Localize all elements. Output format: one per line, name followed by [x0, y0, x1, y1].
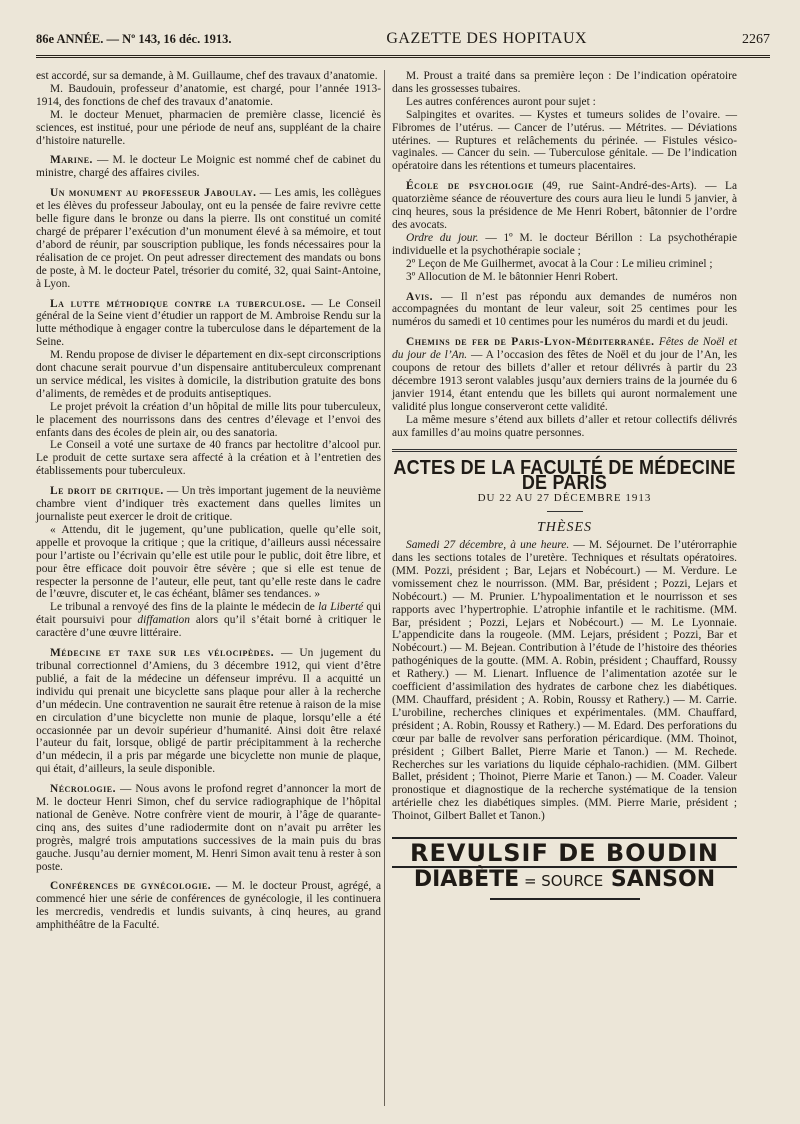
paragraph: La même mesure s’étend aux billets d’aller et retour collectifs délivrés aux familles d’au moins quatre personnes. [392, 413, 737, 439]
ad-text: = [519, 871, 542, 890]
article-text: — Un très important jugement de la neuvième chambre vient d’indiquer très exactement dans quelles limites un journaliste peut exercer le droit de critique. [36, 485, 381, 523]
journal-title: GAZETTE DES HOPITAUX [386, 30, 588, 47]
article-velocipedes [36, 647, 381, 776]
ad-text: SANSON [603, 866, 716, 892]
italic-run: diffamation [137, 614, 190, 627]
article-text: — Les amis, les collègues et les élèves du professeur Jaboulay, ont eu la pensée de faire revivre cette belle figure dans le bronze ou dans la pierre. Ils ont constitué un comité chargé de préparer l’exécution d’un monument élevé à sa mémoire, et tout d’abord de réunir, par souscription publique, les fonds nécessaires pour la réalisation de ce projet. On peut adresser directement des mandats ou bons de poste, à M. le docteur Patel, trésorier du comité, 32, quai Saint-Antoine, à Lyon. [36, 187, 381, 290]
paragraph: 3º Allocution de M. le bâtonnier Henri Robert. [406, 270, 618, 283]
article-heading: La lutte méthodique contre la tuberculose. [50, 297, 306, 310]
article-marine [36, 154, 381, 180]
header-rule [36, 55, 770, 58]
article-heading: Un monument au professeur Jaboulay. [50, 187, 257, 200]
ad-revulsif: REVULSIF DE BOUDIN [410, 839, 719, 868]
article-heading: Médecine et taxe sur les vélocipèdes. [50, 647, 275, 660]
article-text: — M. le docteur Le Moignic est nommé chef de cabinet du ministre, chargé des affaires civiles. [36, 154, 381, 180]
text-run: Le tribunal a renvoyé des fins de la plainte le médecin de [50, 601, 319, 614]
article-heading: Nécrologie. [50, 783, 116, 796]
article-text: — A l’occasion des fêtes de Noël et du jour de l’An, les coupons de retour des billets d’aller et retour délivrés à partir du 23 décembre 1913 seront valables jusqu’aux derniers trains de la journée du 6 janvier 1914, étant entendu que les billets qui auront normalement une validité plus longue conserveront cette validité. [392, 349, 737, 413]
paragraph: Salpingites et ovarites. — Kystes et tumeurs solides de l’ovaire. — Fibromes de l’utérus. — Cancer de l’utérus. — Métrites. — Déviations utérines. — Ruptures et relâchements du périnée. — Fistules vésico-vaginales. — Cancer du sein. — Tuberculose génitale. — De l’indication opératoire dans les rétentions et tumeurs placentaires. [392, 108, 737, 173]
article-heading: Conférences de gynécologie. [50, 880, 212, 893]
paragraph: Les autres conférences auront pour sujet : [406, 95, 596, 108]
section-rule [392, 449, 737, 452]
article-heading: École de psychologie [406, 180, 534, 193]
article-heading: Marine. [50, 154, 93, 167]
paragraph: est accordé, sur sa demande, à M. Guillaume, chef des travaux d’anatomie. [36, 70, 378, 82]
theses-heading: THÈSES [537, 520, 592, 536]
actes-dates: DU 22 AU 27 DÉCEMBRE 1913 [477, 492, 652, 505]
text-run: — M. Séjournet. De l’utérorraphie dans les sections totales de l’uretère. Techniques et résultats opératoires. (MM. Pozzi, président ; Bar, Lejars et Nobécourt.) — M. Verdure. Le vomissement chez le nourrisson. (MM. Bar, président ; Pozzi, Lejars et Nobécourt.) — M. Prunier. L’hypoalimentation et le nourrisson et ses rapports avec l’hypertrophie. L’atrophie infantile et le rachitisme. (MM. Bar, président ; Pozzi, Lejars et Nobécourt.) — M. Le Lyonnaie. L’appendicite dans la rougeole. (MM. Lejars, président ; Pozzi, Bar et Nobécourt.) — M. Bejean. Contribution à l’étude de l’histoire des théories pathogéniques de la goutte. (MM. A. Robin, président ; Chauffard, Roussy et Rathery.) — M. Lienart. Influence de l’alimentation azotée sur le coefficient d’assimilation des hydrates de carbone chez les diabétiques. (MM. Chauffard, président ; A. Robin, Roussy et Rathery.) — M. Carrie. L’urobiline, recherches cliniques et expérimentales. (MM. Chauffard, président ; A. Robin, Roussy et Rathery.) — M. Edard. Des perforations du cœur par balle de revolver sans perforation péricardique. (MM. Thoinot, président ; Gilbert Ballet, Pierre Marie et Tanon.) — M. Rechede. Recherches sur les variations du liquide céphalo-rachidien. (MM. Gilbert Ballet, président ; Thoinot, Pierre Marie et Tanon.) — M. Coader. Valeur pronostique et diagnostique de la recherche systématique de la tension artérielle chez les diabétiques simples. (MM. Pierre Marie, président ; Thoinot, Gilbert Ballet et Tanon.) [392, 539, 737, 823]
article-critique [36, 485, 381, 524]
paragraph: 2º Leçon de Me Guilhermet, avocat à la Cour : Le milieu criminel ; [406, 257, 713, 270]
actes-title: ACTES DE LA FACULTÉ DE MÉDECINE DE PARIS [393, 455, 736, 494]
text-run: — 1º M. le docteur Bérillon : La psychothérapie individuelle et la psychothérapie sociale ; [392, 231, 738, 257]
article-text: — Nous avons le profond regret d’annoncer la mort de M. le docteur Henri Simon, chef du service radiographique de l’hôpital national de Genève. Notre confrère vient de mourir, à l’âge de quarante-cinq ans, des suites d’une radiodermite dont on n’avait pu arrêter les progrès, malgré trois amputations successives de la main puis du bras gauche. Jusqu’au dernier moment, M. Henri Simon avait tenu à rester à son poste. [36, 783, 381, 873]
italic-run: Fêtes de Noël et du jour de l’An. [392, 336, 737, 362]
article-text: — Un jugement du tribunal correctionnel d’Amiens, du 3 décembre 1912, qui vient d’être publié, a fait de la médecine un défenseur imprévu. Il a acquitté un individu qui prenait une bicyclette sans plaque pour aller à la recherche d’un médecin. Une contravention ne saurait être retenue à raison de la mise en circulation d’une bicyclette non munie de plaque, lorsqu’elle a été occasionnée par un devoir supérieur d’humanité. Ainsi doit être relaxé l’auteur du fait, lorsque, obligé de partir précipitamment à la recherche d’un médecin, il a pris par mégarde une bicyclette non munie de plaque, qui était, d’ailleurs, la seule disponible. [36, 647, 381, 776]
paragraph: Le projet prévoit la création d’un hôpital de mille lits pour tuberculeux, le placement des nourrissons dans des centres d’élevage et l’envoi des enfants dans des écoles de plein air, ou des sanatoria. [36, 400, 381, 439]
theses-text [392, 539, 737, 823]
paragraph: M. le docteur Menuet, pharmacien de première classe, licencié ès sciences, est institué, pour une période de neuf ans, suppléant de la chaire d’histoire naturelle. [36, 108, 381, 147]
issue-line: 86e ANNÉE. — Nº 143, 16 déc. 1913. [36, 32, 232, 46]
article-avis [392, 291, 737, 330]
advertisement [392, 837, 737, 900]
ad-diabete [392, 866, 737, 892]
article-heading: Avis. [406, 290, 433, 303]
paragraph: M. Rendu propose de diviser le département en dix-sept circonscriptions dont chacune serait pourvue d’un dispensaire antituberculeux comprenant un service médical, les visites à domicile, la distribution gratuite des bons d’aliments, de remèdes et de produits antiseptiques. [36, 349, 381, 400]
article-tuberculose [36, 298, 381, 350]
left-column [36, 70, 381, 932]
page-number: 2267 [742, 32, 770, 47]
article-text: (49, rue Saint-André-des-Arts). — La quatorzième séance de réouverture des cours aura lieu le lundi 5 janvier, à cinq heures, sous la présidence de Me Henri Robert, bâtonnier de l’ordre des avocats. [392, 180, 737, 231]
paragraph: Le Conseil a voté une surtaxe de 40 francs par hectolitre d’alcool pur. Le produit de cette surtaxe sera affecté à la création et à l’entretien des établissements pour tuberculeux. [36, 439, 381, 478]
article-gynecologie [36, 880, 381, 932]
italic-run: Samedi 27 décembre, à une heure. [406, 539, 570, 552]
paragraph: M. Baudouin, professeur d’anatomie, est chargé, pour l’année 1913-1914, des fonctions de chef des travaux d’anatomie. [36, 82, 381, 108]
paragraph: « Attendu, dit le jugement, qu’une publication, quelle qu’elle soit, appelle et provoque la critique ; que la critique, d’ailleurs aussi nécessaire pour l’artiste ou l’écrivain qu’elle est utile pour le public, doit être libre, et pour être efficace doit pouvoir être sévère ; que si elle est tenue de respecter la personne de l’auteur, elle peut, tant qu’elle reste dans le cadre de l’œuvre, discuter et, le cas échéant, blâmer ses tendances. » [36, 523, 381, 601]
article-text: — M. le docteur Proust, agrégé, a commencé hier une série de conférences de gynécologie, il les continuera les mercredis, vendredis et lundis suivants, à cinq heures, au grand amphithéâtre de la Faculté. [36, 880, 381, 932]
italic-run: Ordre du jour. [406, 231, 479, 244]
actes-block [392, 455, 737, 512]
article-heading: Chemins de fer de Paris-Lyon-Méditerranée. [406, 336, 655, 349]
article-heading: Le droit de critique. [50, 485, 164, 498]
paragraph: M. Proust a traité dans sa première leçon : De l’indication opératoire dans les grossesses tubaires. [392, 70, 737, 95]
ad-text: SOURCE [541, 871, 604, 890]
ornament-rule [490, 898, 640, 900]
article-psychologie [392, 180, 737, 232]
right-column [392, 70, 737, 900]
paragraph [36, 601, 381, 640]
text-run: alors qu’il s’était borné à critiquer le caractère d’une œuvre littéraire. [36, 614, 381, 640]
paragraph [392, 232, 737, 258]
italic-run: la Liberté [318, 601, 364, 614]
article-plm [392, 336, 737, 413]
ad-text: DIABÈTE [413, 866, 520, 892]
short-rule [547, 511, 583, 512]
column-divider [384, 70, 385, 1106]
article-necrologie [36, 783, 381, 873]
text-run: qui était poursuivi pour [36, 601, 381, 627]
page-header [36, 30, 770, 52]
article-text: — Le Conseil général de la Seine vient d’étudier un rapport de M. Ambroise Rendu sur la lutte méthodique à engager contre la tuberculose dans le département de la Seine. [36, 297, 381, 349]
article-monument [36, 187, 381, 290]
article-text: — Il n’est pas répondu aux demandes de numéros non accompagnées du montant de leur valeur, soit 25 centimes pour les numéros du samedi et 10 centimes pour les numéros du mardi et du jeudi. [392, 290, 737, 329]
